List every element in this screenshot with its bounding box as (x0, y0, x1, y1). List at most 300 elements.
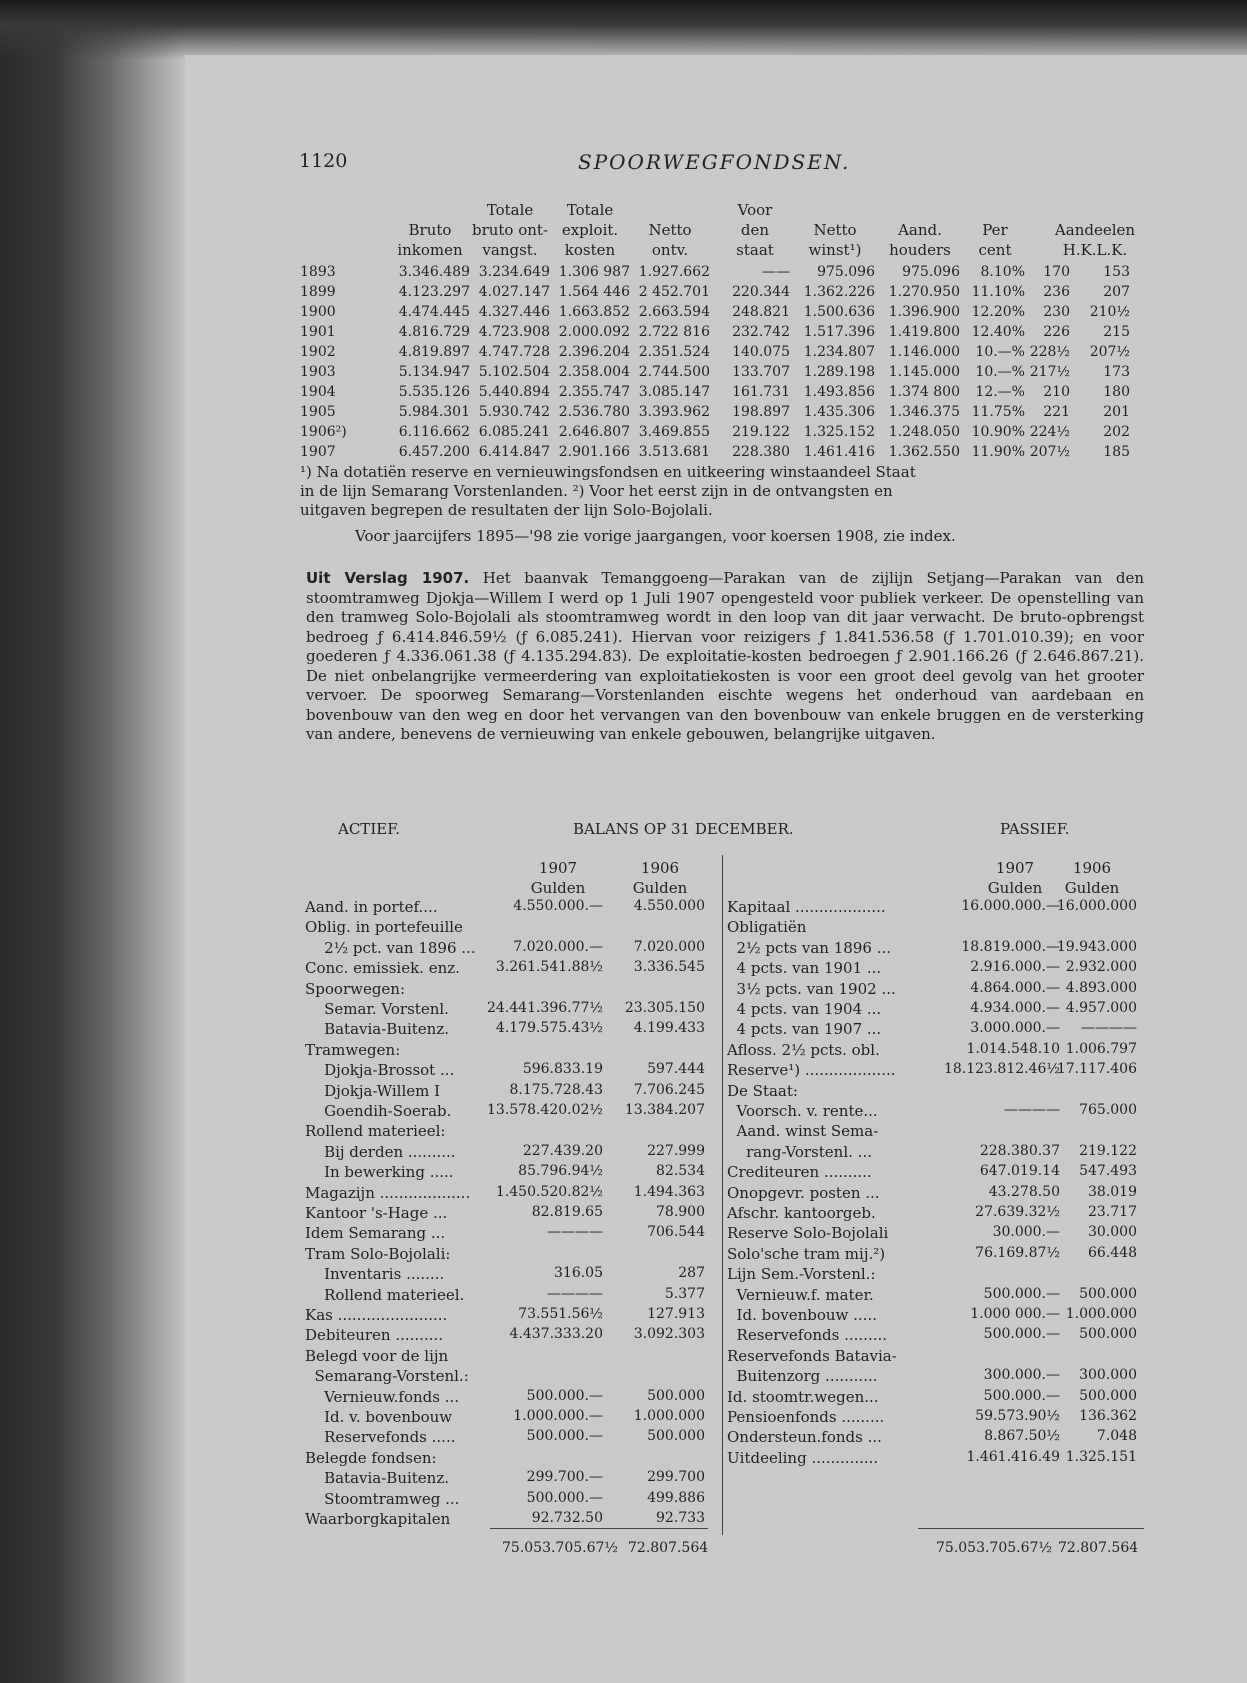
balance-value-1907: 59.573.90½ (975, 1408, 1060, 1424)
col-unit-gulden: Gulden (632, 879, 688, 897)
balance-label: Obligatiën (727, 918, 807, 937)
balance-value-1906: 500.000 (1079, 1285, 1137, 1302)
stats-value-cell: 230 (1043, 304, 1070, 320)
balance-value-1907: 1.000 000.— (970, 1306, 1060, 1322)
stats-header-cell: houders (889, 241, 951, 259)
balance-label: 4 pcts. van 1907 ... (727, 1020, 882, 1039)
stats-value-cell: 202 (1103, 424, 1130, 440)
stats-value-cell: 221 (1043, 404, 1070, 420)
balance-label: Oblig. in portefeuille (305, 918, 463, 937)
stats-value-cell: 3.469.855 (638, 424, 710, 440)
balance-value-1906: 1.325.151 (1065, 1448, 1137, 1465)
balance-label: Djokja-Brossot ... (305, 1061, 455, 1080)
balance-divider (722, 855, 723, 1535)
balance-label: rang-Vorstenl. ... (727, 1142, 872, 1161)
balance-label: Rollend materieel. (305, 1285, 465, 1304)
stats-value-cell: 2.351.524 (638, 344, 710, 360)
balance-value-1907: 1.450.520.82½ (495, 1183, 603, 1200)
balance-label: Stoomtramweg ... (305, 1489, 460, 1508)
balance-value-1907: 316.05 (554, 1265, 603, 1282)
balance-label: Idem Semarang ... (305, 1224, 446, 1243)
stats-value-cell: 1.248.050 (888, 424, 960, 440)
balance-label: Rollend materieel: (305, 1122, 446, 1141)
balance-value-1906: 66.448 (1088, 1244, 1137, 1261)
stats-value-cell: 1.461.416 (803, 444, 875, 460)
balance-value-1907: 18.819.000.— (961, 938, 1060, 955)
stats-value-cell: 228.380 (732, 444, 790, 460)
stats-value-cell: 975.096 (902, 264, 960, 280)
balance-label: Pensioenfonds ......... (727, 1408, 885, 1426)
balance-value-1907: ———— (547, 1285, 603, 1302)
stats-value-cell: 11.90% (971, 444, 1025, 460)
balance-value-1907: 596.833.19 (522, 1061, 603, 1078)
balance-label: Inventaris ........ (305, 1265, 445, 1284)
stats-header-cell: inkomen (397, 241, 463, 259)
balance-value-1906: 499.886 (647, 1489, 705, 1506)
balance-label: Afschr. kantoorgeb. (727, 1204, 876, 1222)
balance-label: Reserve Solo-Bojolali (727, 1224, 889, 1243)
stats-year-cell: 1900 (300, 304, 336, 320)
balance-value-1906: 3.336.545 (633, 959, 705, 976)
balance-label: Reservefonds ......... (727, 1326, 888, 1345)
balance-value-1906: 4.550.000 (633, 898, 705, 914)
balance-label: Magazijn ................... (305, 1183, 471, 1202)
balance-label: Tram Solo-Bojolali: (305, 1244, 451, 1263)
stats-value-cell: 4.747.728 (478, 344, 550, 360)
balance-label: Crediteuren .......... (727, 1163, 872, 1182)
balance-value-1907: 2.916.000.— (970, 959, 1060, 976)
balance-value-1906: 219.122 (1079, 1142, 1137, 1159)
balance-label: Bij derden .......... (305, 1142, 456, 1161)
stats-value-cell: 5.930.742 (478, 404, 550, 420)
stats-value-cell: 5.984.301 (398, 404, 470, 420)
stats-header-cell: den (740, 221, 770, 239)
stats-value-cell: 236 (1043, 284, 1070, 300)
balance-right-title: PASSIEF. (1000, 820, 1070, 838)
stats-year-cell: 1902 (300, 344, 336, 360)
stats-header-cell: Aand. (898, 221, 942, 239)
balance-value-1906: 16.000.000 (1056, 898, 1137, 914)
stats-value-cell: 207 (1103, 284, 1130, 300)
balance-value-1906: 78.900 (656, 1204, 705, 1220)
balance-value-1906: 500.000 (647, 1428, 705, 1445)
balance-value-1906: 597.444 (647, 1061, 705, 1078)
stats-year-cell: 1901 (300, 324, 336, 340)
balance-label: Batavia-Buitenz. (305, 1469, 450, 1488)
balance-label: Spoorwegen: (305, 979, 406, 998)
balance-value-1907: 43.278.50 (988, 1183, 1060, 1200)
page-number: 1120 (299, 150, 348, 172)
balance-label: Tramwegen: (305, 1040, 401, 1059)
balance-value-1907: 18.123.812.46½ (944, 1061, 1060, 1078)
stats-value-cell: 201 (1103, 404, 1130, 420)
balance-label: Id. stoomtr.wegen... (727, 1387, 879, 1406)
balance-label: Vernieuw.f. mater. (727, 1285, 874, 1304)
stats-value-cell: 10.90% (971, 424, 1025, 440)
stats-value-cell: 12.—% (975, 384, 1025, 400)
balance-label: Semarang-Vorstenl.: (305, 1367, 469, 1386)
stats-value-cell: 2.358.004 (558, 364, 630, 380)
balance-label: In bewerking ..... (305, 1163, 454, 1182)
stats-value-cell: 2.663.594 (638, 304, 710, 320)
stats-header-cell: bruto ont- (471, 221, 549, 239)
stats-value-cell: 217½ (1029, 364, 1070, 380)
stats-header-cell: cent (978, 241, 1012, 259)
balance-value-1907: 299.700.— (526, 1469, 603, 1486)
balance-value-1906: 7.706.245 (633, 1081, 705, 1098)
stats-value-cell: 2.355.747 (558, 384, 630, 400)
stats-value-cell: 1.346.375 (888, 404, 960, 420)
stats-value-cell: 3.085.147 (638, 384, 710, 400)
stats-value-cell: 11.75% (971, 404, 1025, 420)
balance-label: 4 pcts. van 1904 ... (727, 1000, 882, 1018)
balance-label: 3½ pcts. van 1902 ... (727, 979, 896, 998)
stats-header-cell: H.K.L.K. (1062, 241, 1128, 259)
balance-value-1906: 82.534 (656, 1163, 705, 1180)
stats-value-cell: 1.517.396 (803, 324, 875, 340)
stats-value-cell: 6.457.200 (398, 444, 470, 460)
stats-value-cell: 6.414.847 (478, 444, 550, 460)
balance-value-1907: 8.175.728.43 (509, 1081, 603, 1098)
stats-value-cell: 153 (1103, 264, 1130, 280)
stats-value-cell: 12.20% (971, 304, 1025, 320)
stats-value-cell: 1.374 800 (888, 384, 960, 400)
balance-label: De Staat: (727, 1081, 798, 1100)
balance-value-1907: 500.000.— (526, 1387, 603, 1404)
stats-value-cell: 1.564 446 (558, 284, 630, 300)
balance-value-1907: 500.000.— (526, 1428, 603, 1445)
balance-value-1906: 547.493 (1079, 1163, 1137, 1180)
stats-value-cell: 10.—% (975, 364, 1025, 380)
stats-value-cell: 2.646.807 (558, 424, 630, 440)
stats-value-cell: 198.897 (732, 404, 790, 420)
stats-header-cell: Totale (566, 201, 614, 219)
stats-header-cell: Netto (648, 221, 692, 239)
stats-value-cell: 2.536.780 (558, 404, 630, 420)
balance-value-1906: 1.000.000 (633, 1408, 705, 1424)
col-unit-gulden: Gulden (987, 879, 1043, 897)
balance-value-1907: ———— (547, 1224, 603, 1241)
footnote-line-3: uitgaven begrepen de resultaten der lijn Solo-Bojolali. (300, 501, 713, 519)
balance-label: Lijn Sem.-Vorstenl.: (727, 1265, 876, 1284)
stats-value-cell: 1.289.198 (803, 364, 875, 380)
stats-value-cell: 1.146.000 (888, 344, 960, 360)
balance-label: Buitenzorg ........... (727, 1367, 878, 1386)
stats-value-cell: 2.396.204 (558, 344, 630, 360)
report-paragraph (306, 569, 1144, 745)
stats-value-cell: 2.901.166 (558, 444, 630, 460)
balance-value-1906: 1.000.000 (1065, 1306, 1137, 1322)
balance-value-1906: 7.048 (1096, 1428, 1137, 1445)
balance-value-1907: ———— (1004, 1102, 1060, 1118)
balance-value-1906: 4.893.000 (1065, 979, 1137, 996)
col-year-1907: 1907 (538, 859, 578, 877)
balance-label: Belegde fondsen: (305, 1448, 437, 1467)
balance-value-1906: 287 (678, 1265, 705, 1282)
stats-value-cell: 5.535.126 (398, 384, 470, 400)
balance-value-1907: 76.169.87½ (975, 1244, 1060, 1261)
stats-value-cell: 232.742 (732, 324, 790, 340)
balance-value-1906: 23.717 (1088, 1204, 1137, 1220)
stats-value-cell: 185 (1103, 444, 1130, 460)
balance-label: Voorsch. v. rente... (727, 1102, 878, 1120)
stats-value-cell: 5.134.947 (398, 364, 470, 380)
balance-value-1907: 500.000.— (983, 1285, 1060, 1302)
balance-value-1906: 3.092.303 (633, 1326, 705, 1343)
stats-value-cell: 6.116.662 (398, 424, 470, 440)
footnote-line-1: ¹) Na dotatiën reserve en vernieuwingsfondsen en uitkeering winstaandeel Staat (300, 463, 916, 481)
balance-value-1907: 1.461.416.49 (966, 1448, 1060, 1465)
balance-label: 4 pcts. van 1901 ... (727, 959, 882, 978)
balance-label: 2½ pcts van 1896 ... (727, 938, 891, 957)
balance-label: Semar. Vorstenl. (305, 1000, 449, 1018)
balance-value-1906: 300.000 (1079, 1367, 1137, 1384)
stats-value-cell: 2 452.701 (638, 284, 710, 300)
stats-value-cell: 975.096 (817, 264, 875, 280)
stats-value-cell: 161.731 (732, 384, 790, 400)
top-shadow (0, 0, 1247, 60)
balance-value-1906: 1.494.363 (633, 1183, 705, 1200)
stats-year-cell: 1893 (300, 264, 336, 280)
stats-value-cell: 11.10% (971, 284, 1025, 300)
balance-label: Reservefonds Batavia- (727, 1346, 897, 1365)
balance-center-title: BALANS OP 31 DECEMBER. (573, 820, 794, 838)
stats-value-cell: 215 (1103, 324, 1130, 340)
balance-value-1907: 30.000.— (992, 1224, 1060, 1241)
stats-value-cell: 170 (1043, 264, 1070, 280)
balance-value-1906: 500.000 (1079, 1326, 1137, 1343)
stats-header-cell: Totale (486, 201, 534, 219)
balance-value-1906: 127.913 (647, 1306, 705, 1322)
stats-value-cell: 210½ (1089, 304, 1130, 320)
balance-left-title: ACTIEF. (338, 820, 401, 838)
stats-header-cell: Voor (737, 201, 773, 219)
stats-value-cell: 12.40% (971, 324, 1025, 340)
stats-value-cell: 220.344 (732, 284, 790, 300)
stats-value-cell: 1.396.900 (888, 304, 960, 320)
stats-value-cell: 1.145.000 (888, 364, 960, 380)
stats-value-cell: 3.346.489 (398, 264, 470, 280)
col-unit-gulden: Gulden (1064, 879, 1120, 897)
balance-label: Batavia-Buitenz. (305, 1020, 450, 1039)
stats-value-cell: —— (762, 264, 790, 280)
total-rule-right (918, 1528, 1144, 1529)
balance-value-1907: 92.732.50 (531, 1510, 603, 1526)
stats-value-cell: 207½ (1029, 444, 1070, 460)
balance-label: Aand. in portef.... (305, 898, 438, 916)
stats-value-cell: 1.419.800 (888, 324, 960, 340)
stats-value-cell: 219.122 (732, 424, 790, 440)
footnote-line-2: in de lijn Semarang Vorstenlanden. ²) Voor het eerst zijn in de ontvangsten en (300, 482, 893, 500)
balance-value-1907: 8.867.50½ (984, 1428, 1060, 1445)
balance-value-1906: 136.362 (1079, 1408, 1137, 1424)
stats-header-cell: ontv. (651, 241, 689, 259)
balance-value-1906: 38.019 (1088, 1183, 1137, 1200)
stats-value-cell: 1.435.306 (803, 404, 875, 420)
balance-value-1907: 4.550.000.— (513, 898, 603, 914)
balance-value-1906: 92.733 (656, 1510, 705, 1526)
balance-label: Kas ....................... (305, 1306, 448, 1324)
balance-value-1906: 299.700 (647, 1469, 705, 1486)
stats-value-cell: 1.362.226 (803, 284, 875, 300)
balance-label: Vernieuw.fonds ... (305, 1387, 460, 1406)
stats-header-cell: Netto (813, 221, 857, 239)
stats-value-cell: 2.000.092 (558, 324, 630, 340)
balance-label: Id. bovenbouw ..... (727, 1306, 877, 1324)
balance-value-1907: 300.000.— (983, 1367, 1060, 1384)
balance-value-1906: 17.117.406 (1056, 1061, 1137, 1078)
stats-value-cell: 4.474.445 (398, 304, 470, 320)
total-1906-left: 72.807.564 (628, 1540, 709, 1556)
balance-label: Onopgevr. posten ... (727, 1183, 880, 1202)
balance-value-1907: 82.819.65 (531, 1204, 603, 1220)
col-year-1906: 1906 (1072, 859, 1112, 877)
stats-value-cell: 1.500.636 (803, 304, 875, 320)
balance-value-1906: 5.377 (664, 1285, 705, 1302)
balance-label: Belegd voor de lijn (305, 1346, 449, 1365)
balance-label: Djokja-Willem I (305, 1081, 441, 1100)
balance-label: Solo'sche tram mij.²) (727, 1244, 886, 1263)
stats-header-cell: kosten (564, 241, 616, 259)
balance-value-1907: 4.179.575.43½ (495, 1020, 603, 1037)
stats-value-cell: 226 (1043, 324, 1070, 340)
balance-value-1907: 3.261.541.88½ (495, 959, 603, 976)
stats-year-cell: 1905 (300, 404, 336, 420)
stats-value-cell: 2.744.500 (638, 364, 710, 380)
balance-value-1907: 500.000.— (526, 1489, 603, 1506)
balance-label: Uitdeeling .............. (727, 1448, 879, 1467)
balance-value-1907: 73.551.56½ (518, 1306, 603, 1322)
running-head: SPOORWEGFONDSEN. (578, 150, 851, 174)
stats-value-cell: 133.707 (732, 364, 790, 380)
stats-year-cell: 1899 (300, 284, 336, 300)
balance-value-1906: 500.000 (647, 1387, 705, 1404)
stats-value-cell: 210 (1043, 384, 1070, 400)
balance-label: Kapitaal ................... (727, 898, 886, 916)
stats-value-cell: 8.10% (980, 264, 1025, 280)
col-unit-gulden: Gulden (530, 879, 586, 897)
stats-value-cell: 2.722 816 (638, 324, 710, 340)
total-1906-right: 72.807.564 (1058, 1540, 1139, 1556)
balance-value-1906: 765.000 (1079, 1102, 1137, 1118)
balance-value-1907: 1.014.548.10 (966, 1040, 1060, 1057)
balance-label: Conc. emissiek. enz. (305, 959, 460, 978)
stats-value-cell: 1.270.950 (888, 284, 960, 300)
report-lead: Uit Verslag 1907. (306, 569, 470, 587)
stats-value-cell: 1.927.662 (638, 264, 710, 280)
balance-value-1906: 4.957.000 (1065, 1000, 1137, 1016)
stats-value-cell: 4.123.297 (398, 284, 470, 300)
balance-value-1907: 3.000.000.— (970, 1020, 1060, 1037)
stats-value-cell: 140.075 (732, 344, 790, 360)
stats-value-cell: 173 (1103, 364, 1130, 380)
balance-value-1907: 24.441.396.77½ (487, 1000, 603, 1016)
stats-value-cell: 4.816.729 (398, 324, 470, 340)
stats-value-cell: 5.440.894 (478, 384, 550, 400)
stats-value-cell: 1.362.550 (888, 444, 960, 460)
stats-value-cell: 1.325.152 (803, 424, 875, 440)
stats-header-cell: exploit. (561, 221, 619, 239)
balance-label: Kantoor 's-Hage ... (305, 1204, 448, 1222)
stats-value-cell: 4.027.147 (478, 284, 550, 300)
stats-header-cell: staat (736, 241, 774, 259)
stats-value-cell: 5.102.504 (478, 364, 550, 380)
balance-value-1907: 500.000.— (983, 1326, 1060, 1343)
balance-value-1907: 4.437.333.20 (509, 1326, 603, 1343)
balance-value-1907: 13.578.420.02½ (487, 1102, 603, 1118)
balance-value-1907: 1.000.000.— (513, 1408, 603, 1424)
stats-value-cell: 228½ (1029, 344, 1070, 360)
stats-value-cell: 1.306 987 (558, 264, 630, 280)
balance-value-1906: 1.006.797 (1065, 1040, 1137, 1057)
stats-value-cell: 4.819.897 (398, 344, 470, 360)
stats-header-cell: Per (982, 221, 1008, 239)
stats-header-cell: vangst. (482, 241, 538, 259)
stats-value-cell: 1.234.807 (803, 344, 875, 360)
stats-value-cell: 3.513.681 (638, 444, 710, 460)
stats-year-cell: 1904 (300, 384, 336, 400)
balance-value-1907: 85.796.94½ (518, 1163, 603, 1180)
balance-value-1906: 227.999 (647, 1142, 705, 1159)
stats-value-cell: 6.085.241 (478, 424, 550, 440)
stats-header-cell: winst¹) (808, 241, 862, 259)
balance-value-1907: 227.439.20 (522, 1142, 603, 1159)
balance-label: Afloss. 2½ pcts. obl. (727, 1040, 880, 1059)
stats-value-cell: 224½ (1029, 424, 1070, 440)
stats-value-cell: 207½ (1089, 344, 1130, 360)
stats-value-cell: 10.—% (975, 344, 1025, 360)
stats-value-cell: 1.663.852 (558, 304, 630, 320)
balance-label: Ondersteun.fonds ... (727, 1428, 882, 1447)
total-1907-left: 75.053.705.67½ (502, 1540, 618, 1556)
stats-value-cell: 3.393.962 (638, 404, 710, 420)
balance-value-1906: 13.384.207 (624, 1102, 705, 1118)
stats-year-cell: 1903 (300, 364, 336, 380)
total-1907-right: 75.053.705.67½ (936, 1540, 1052, 1556)
balance-value-1906: 500.000 (1079, 1387, 1137, 1404)
balance-label: Reserve¹) ................... (727, 1061, 896, 1080)
stats-value-cell: 180 (1103, 384, 1130, 400)
balance-value-1907: 4.864.000.— (970, 979, 1060, 996)
balance-label: Goendih-Soerab. (305, 1102, 452, 1120)
footnote-line-4: Voor jaarcijfers 1895—'98 zie vorige jaargangen, voor koersen 1908, zie index. (355, 527, 956, 545)
balance-label: Aand. winst Sema- (727, 1122, 879, 1141)
stats-value-cell: 1.493.856 (803, 384, 875, 400)
balance-value-1906: 2.932.000 (1065, 959, 1137, 976)
stats-year-cell: 1906²) (300, 424, 347, 440)
stats-header-cell: Bruto (408, 221, 452, 239)
stats-header-cell: Aandeelen (1054, 221, 1136, 239)
balance-value-1907: 7.020.000.— (513, 938, 603, 955)
balance-label: Debiteuren .......... (305, 1326, 444, 1345)
stats-value-cell: 248.821 (732, 304, 790, 320)
balance-label: Waarborgkapitalen (305, 1510, 451, 1528)
balance-value-1906: 19.943.000 (1056, 938, 1137, 955)
balance-value-1907: 228.380.37 (979, 1142, 1060, 1159)
balance-label: 2½ pct. van 1896 ... (305, 938, 476, 957)
balance-value-1907: 4.934.000.— (970, 1000, 1060, 1016)
balance-value-1906: 4.199.433 (633, 1020, 705, 1037)
balance-value-1906: 30.000 (1088, 1224, 1137, 1241)
balance-label: Reservefonds ..... (305, 1428, 456, 1447)
balance-label: Id. v. bovenbouw (305, 1408, 453, 1426)
balance-value-1907: 500.000.— (983, 1387, 1060, 1404)
balance-value-1907: 647.019.14 (979, 1163, 1060, 1180)
stats-value-cell: 3.234.649 (478, 264, 550, 280)
balance-value-1907: 16.000.000.— (961, 898, 1060, 914)
stats-value-cell: 4.327.446 (478, 304, 550, 320)
col-year-1907: 1907 (995, 859, 1035, 877)
